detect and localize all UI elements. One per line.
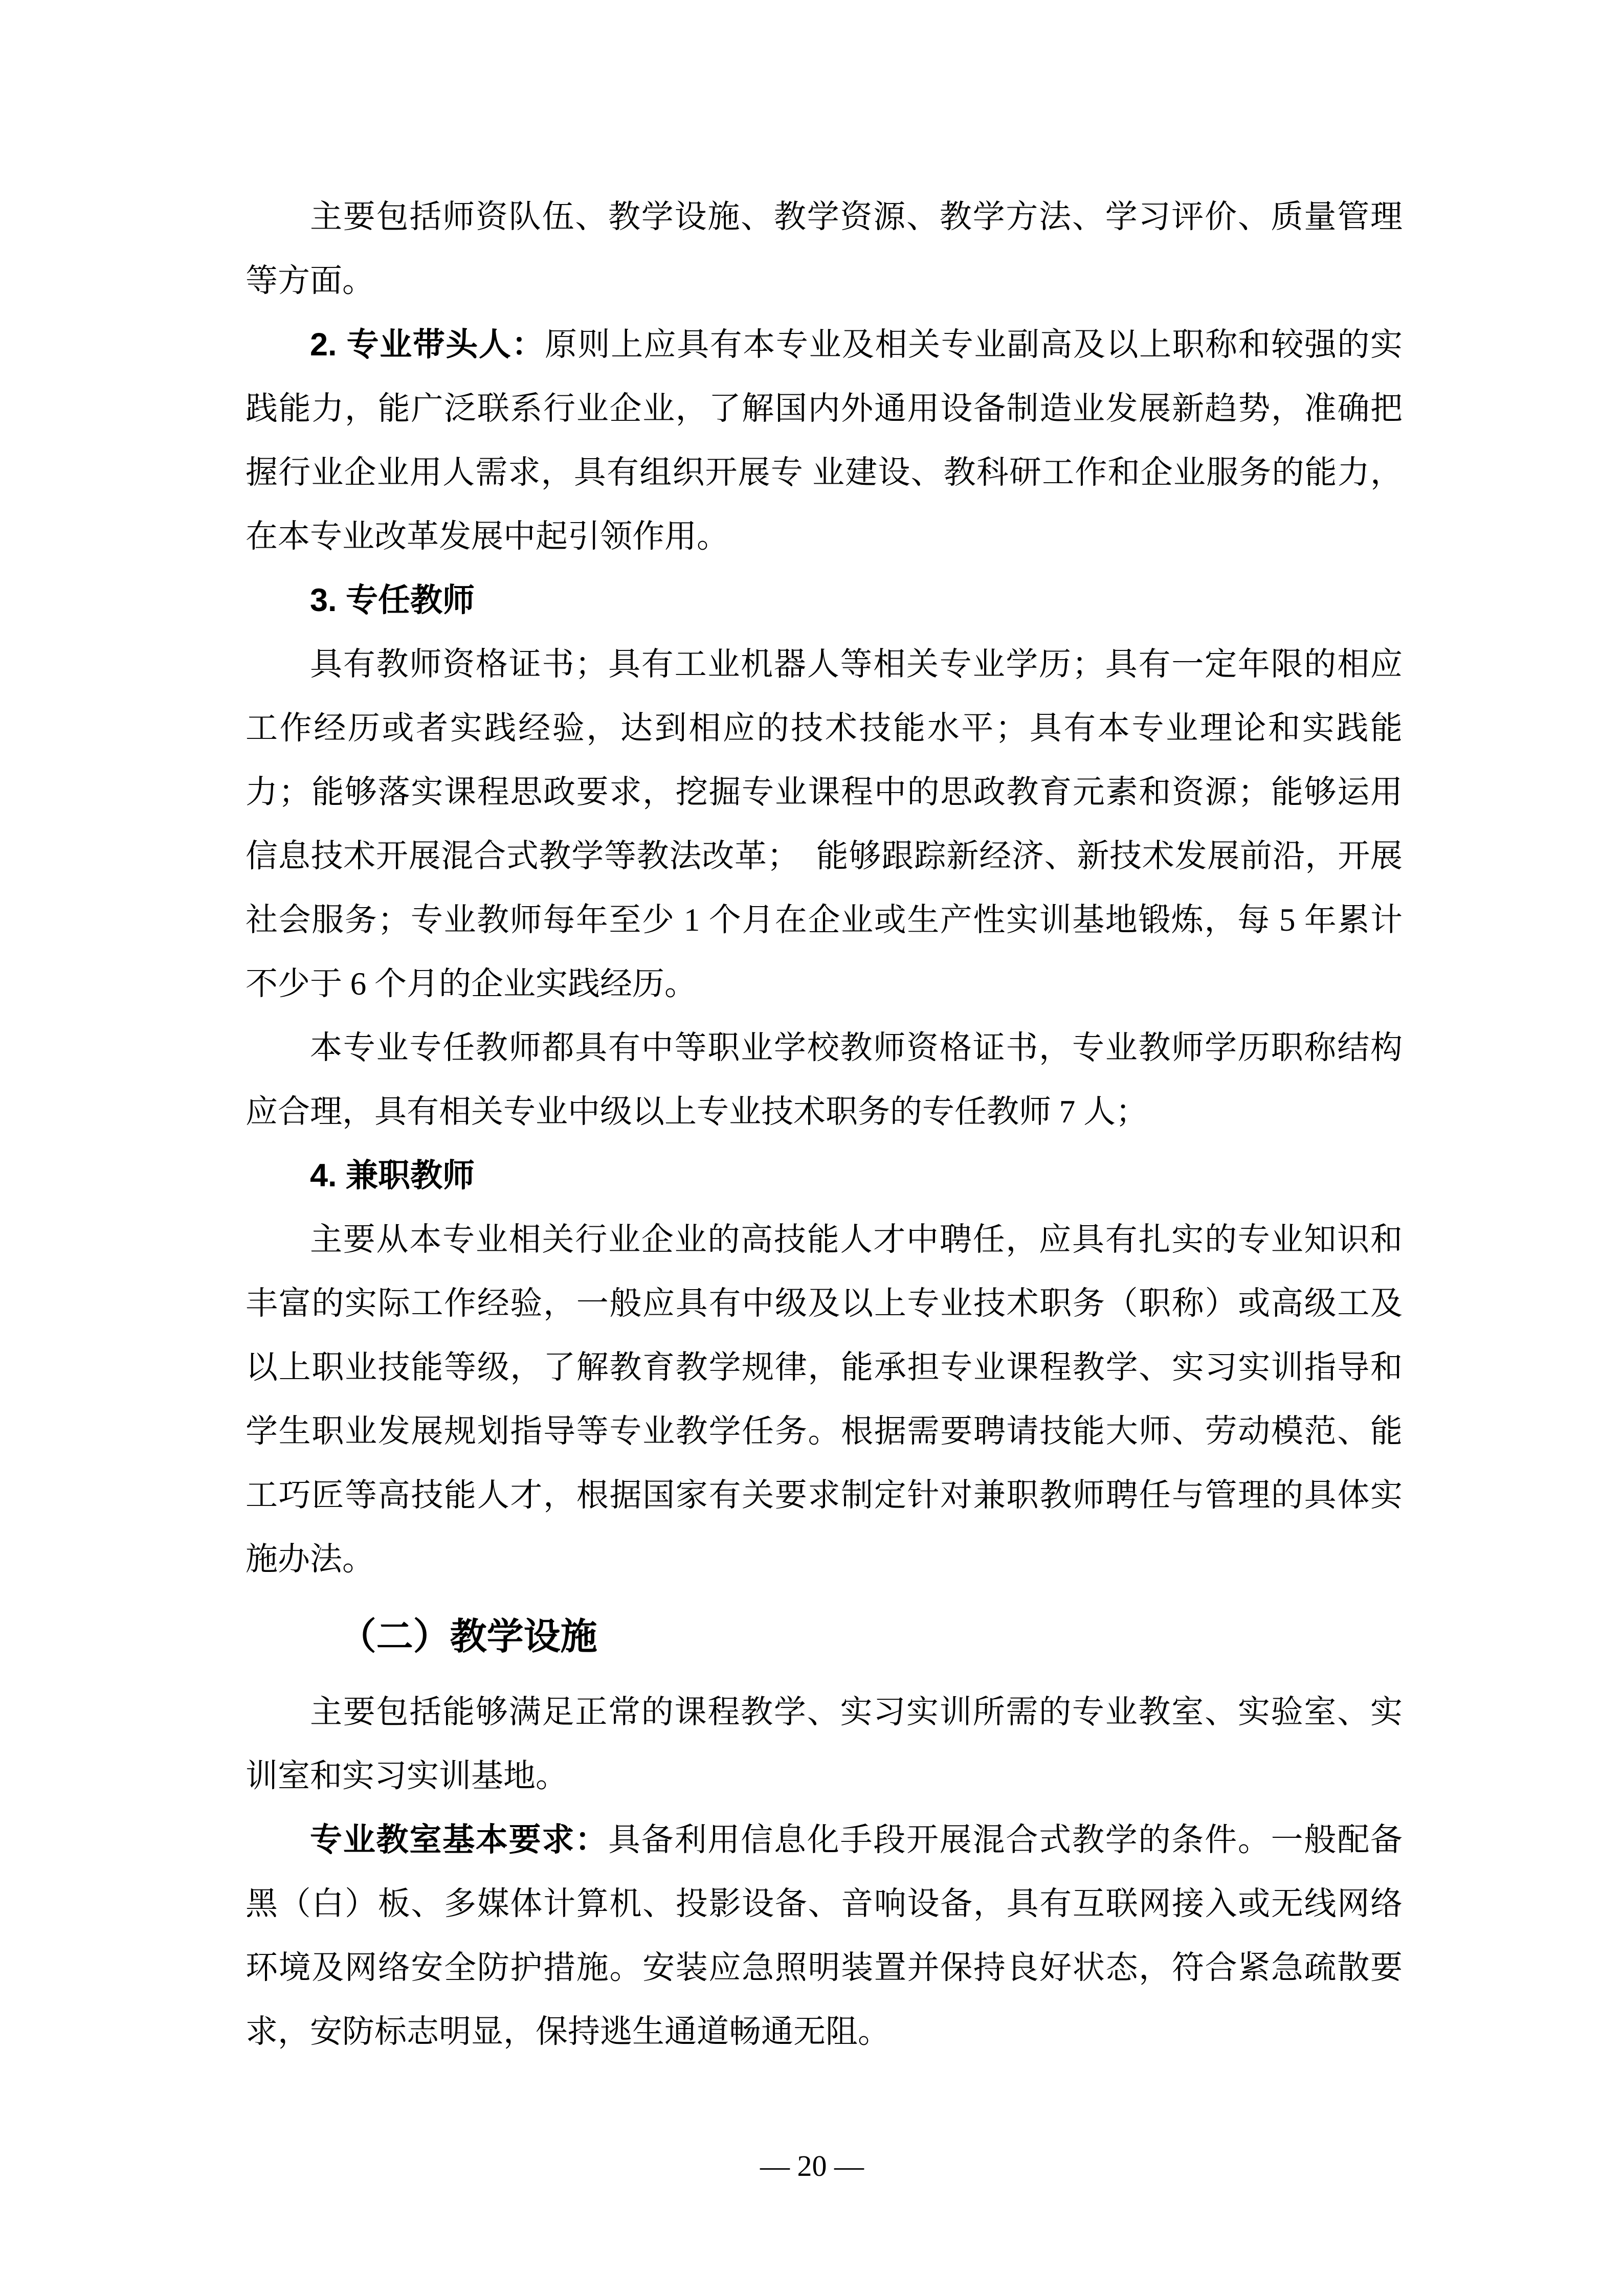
text-run: （二）教学设施 xyxy=(339,1616,597,1657)
text-run: 主要从本专业相关行业企业的高技能人才中聘任，应具有扎实的专业知识和丰富的实际工作经验，一般应具有中级及以上专业技术职务（职称）或高级工及以上职业技能等级，了解教育教学规律，能承担专业课程教学、实习实训指导和学生职业发展规划指导等专业教学任务。根据需要聘请技能大师、劳动模范、能工巧匠等高技能人才，根据国家有关要求制定针对兼职教师聘任与管理的具体实施办法。 xyxy=(246,1222,1403,1577)
paragraph xyxy=(246,1016,1403,1144)
text-run: 主要包括师资队伍、教学设施、教学资源、教学方法、学习评价、质量管理等方面。 xyxy=(246,199,1403,299)
bold-label: 专业教室基本要求： xyxy=(310,1822,609,1858)
paragraph xyxy=(246,313,1403,569)
paragraph xyxy=(246,1680,1403,1808)
text-run: 本专业专任教师都具有中等职业学校教师资格证书，专业教师学历职称结构应合理，具有相关专业中级以上专业技术职务的专任教师 7 人； xyxy=(246,1030,1403,1130)
text-run: 主要包括能够满足正常的课程教学、实习实训所需的专业教室、实验室、实训室和实习实训基地。 xyxy=(246,1694,1403,1794)
page-number: — 20 — xyxy=(760,2149,864,2182)
bold-label: 3. 专任教师 xyxy=(310,582,475,618)
paragraph xyxy=(246,1808,1403,2064)
page-footer xyxy=(0,2146,1624,2187)
bold-label: 4. 兼职教师 xyxy=(310,1158,475,1194)
text-run: 具有教师资格证书；具有工业机器人等相关专业学历；具有一定年限的相应工作经历或者实践经验，达到相应的技术技能水平；具有本专业理论和实践能力；能够落实课程思政要求，挖掘专业课程中的思政教育元素和资源；能够运用信息技术开展混合式教学等教法改革； 能够跟踪新经济、新技术发展前沿，开展社会服务；专业教师每年至少 1 个月在企业或生产性实训基地锻炼，每 5 年累计不少于 6 个月的企业实践经历。 xyxy=(246,646,1403,1002)
paragraph xyxy=(246,1208,1403,1591)
section-heading xyxy=(246,1599,1403,1675)
paragraph xyxy=(246,633,1403,1016)
bold-label: 2. 专业带头人： xyxy=(310,327,545,363)
document-body xyxy=(246,185,1403,2064)
text-run: 具备利用信息化手段开展混合式教学的条件。一般配备黑（白）板、多媒体计算机、投影设备、音响设备，具有互联网接入或无线网络环境及网络安全防护措施。安装应急照明装置并保持良好状态，符合紧急疏散要求，安防标志明显，保持逃生通道畅通无阻。 xyxy=(246,1822,1403,2050)
paragraph xyxy=(246,569,1403,633)
text-run: 原则上应具有本专业及相关专业副高及以上职称和较强的实践能力，能广泛联系行业企业，了解国内外通用设备制造业发展新趋势，准确把握行业企业用人需求，具有组织开展专 业建设、教科研工作和企业服务的能力，在本专业改革发展中起引领作用。 xyxy=(246,327,1403,554)
paragraph xyxy=(246,185,1403,313)
paragraph xyxy=(246,1144,1403,1208)
